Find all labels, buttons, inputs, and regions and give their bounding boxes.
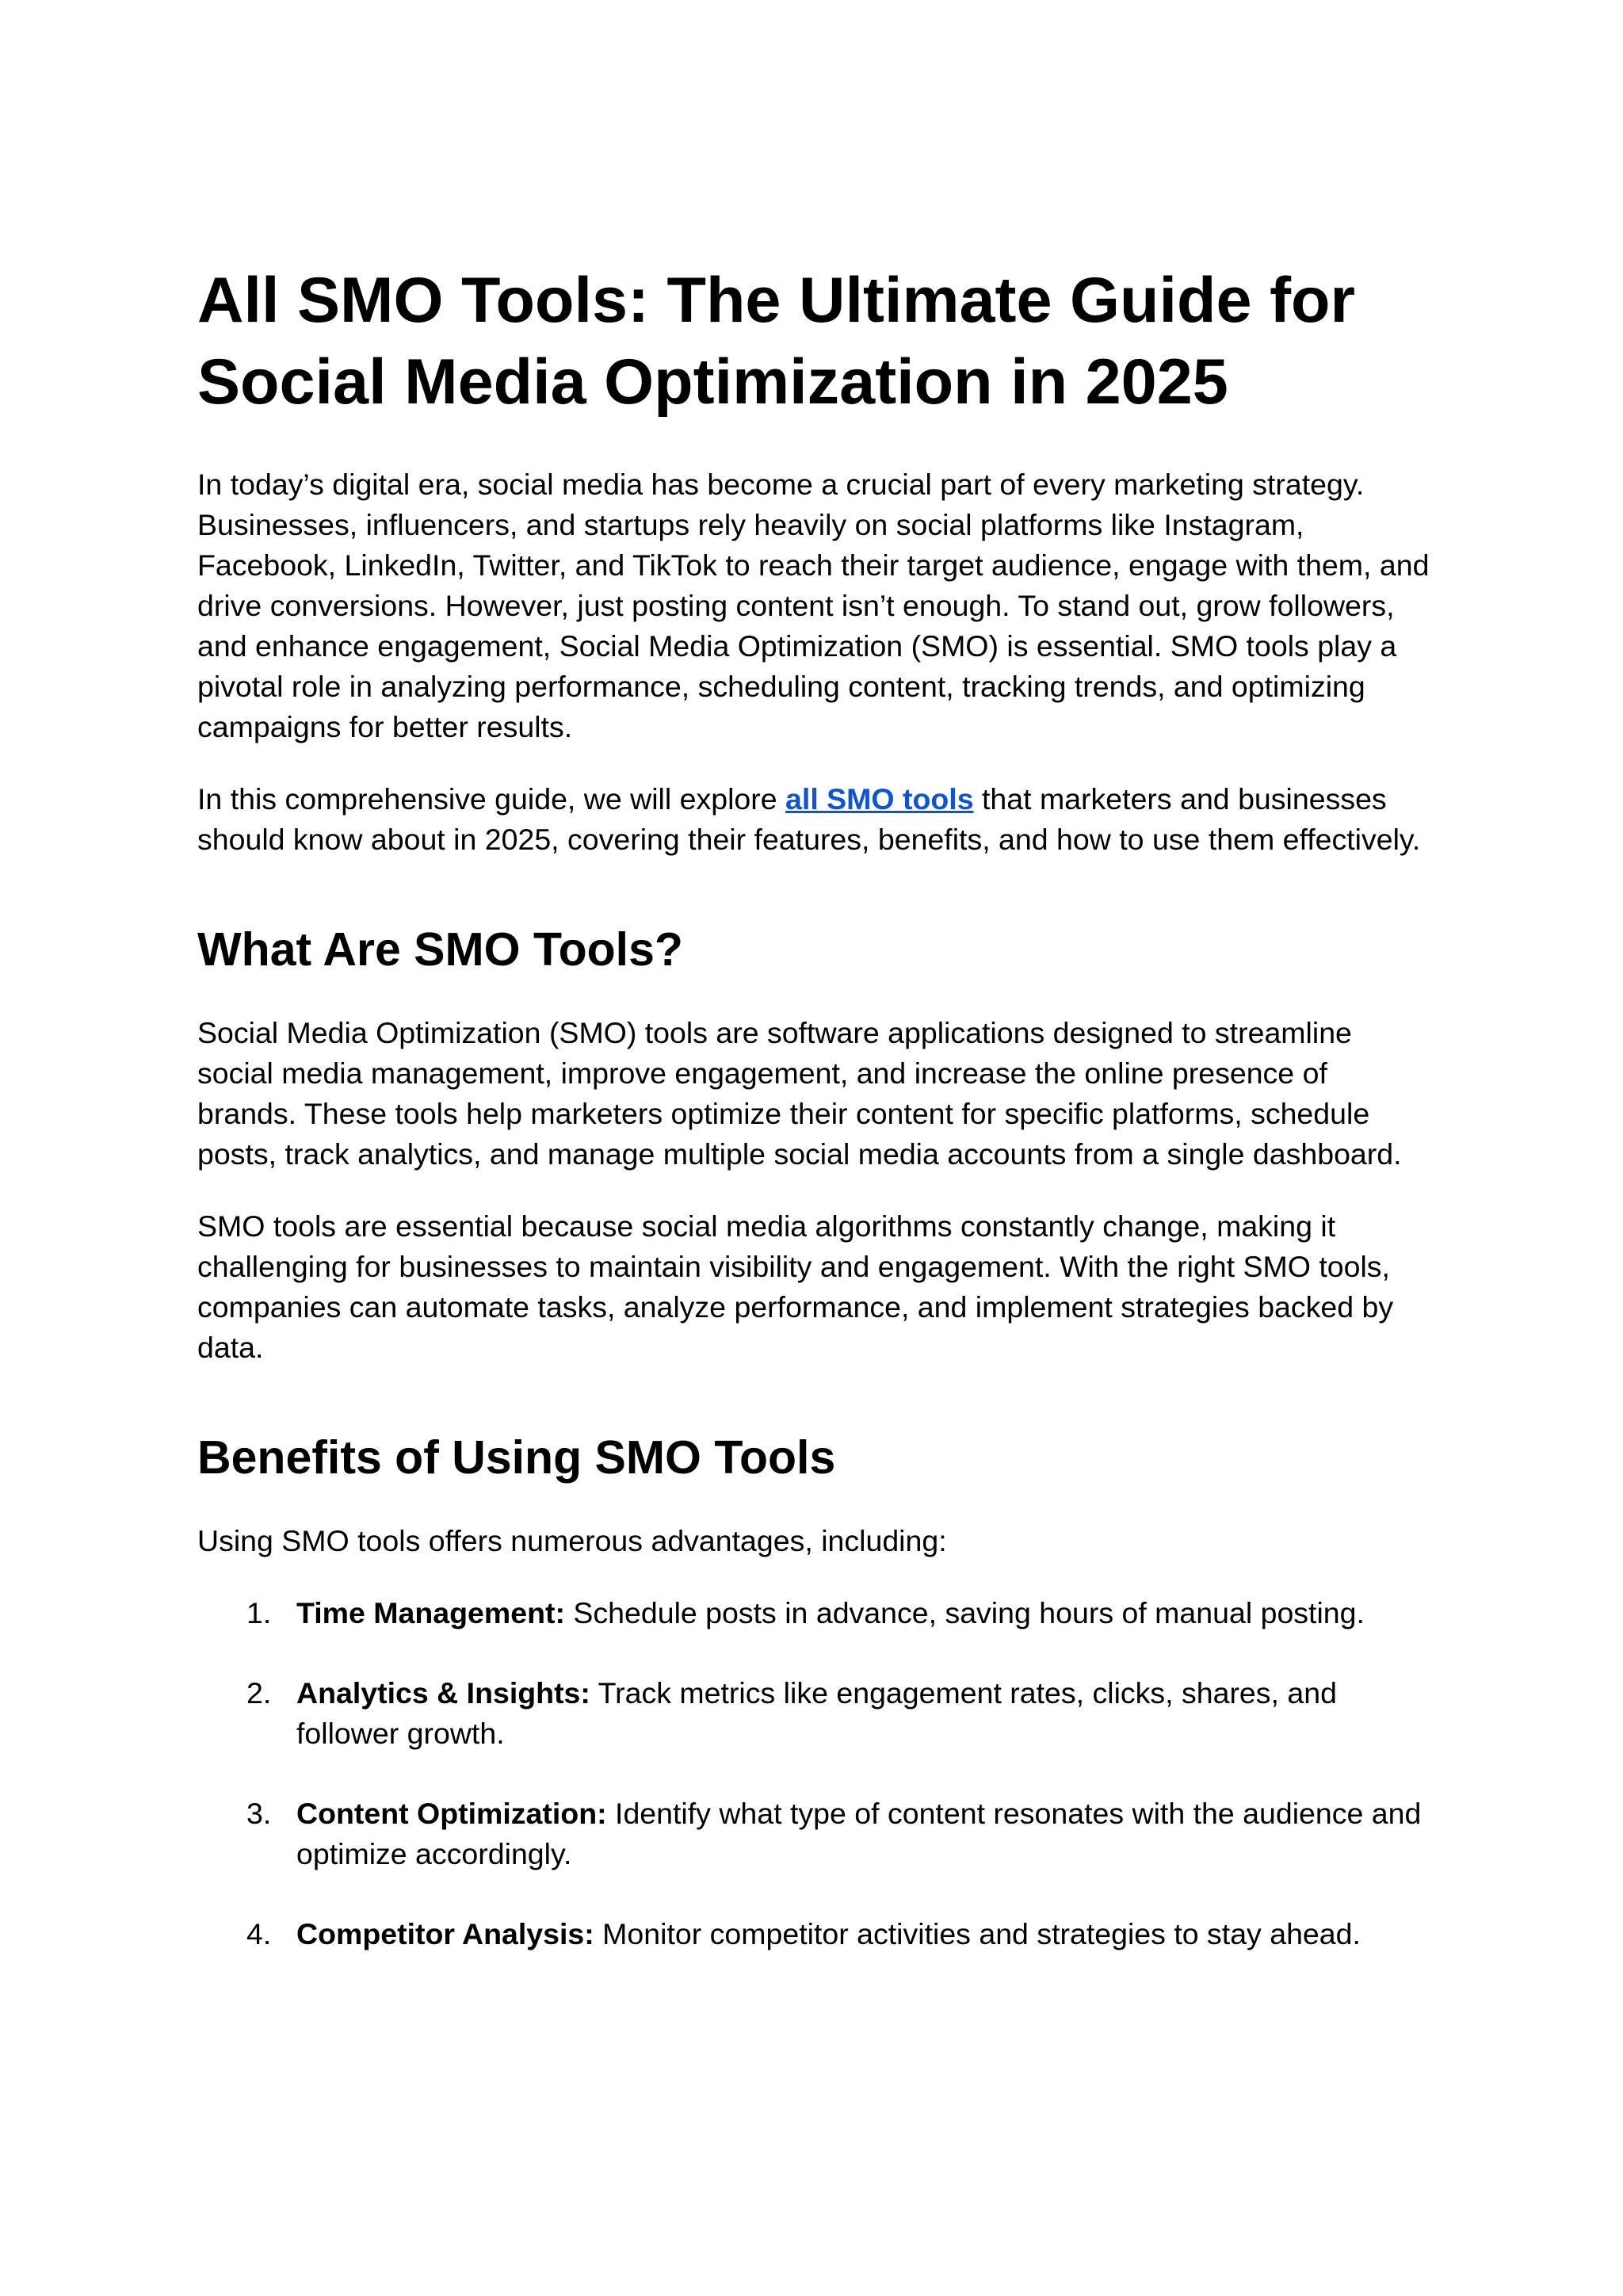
section-heading-benefits: Benefits of Using SMO Tools (197, 1431, 836, 1484)
guide-text-after-link: that marketers and businesses should know about in 2025, covering their features, benefits, and how to use them effectively. (197, 782, 1421, 856)
what-paragraph-2: SMO tools are essential because social media algorithms constantly change, making it challenging for businesses to maintain visibility and engagement. With the right SMO tools, companies can automate tasks, analyze performance, and implement strategies backed by data. (197, 1209, 1394, 1364)
list-item-text: Identify what type of content resonates with the audience and optimize accordingly. (296, 1797, 1422, 1870)
list-item-text: Schedule posts in advance, saving hours of manual posting. (564, 1596, 1365, 1629)
list-item-term: Competitor Analysis: (296, 1917, 594, 1950)
guide-text-before-link: In this comprehensive guide, we will explore (197, 782, 786, 816)
section-heading-what: What Are SMO Tools? (197, 923, 683, 976)
list-item-number: 4. (246, 1917, 272, 1950)
list-item (197, 1673, 1438, 1754)
list-item-term: Time Management: (296, 1596, 565, 1629)
list-item-number: 3. (246, 1797, 272, 1830)
list-item (197, 1914, 1438, 1954)
list-item-number: 2. (246, 1676, 272, 1710)
list-item-text: Monitor competitor activities and strategies to stay ahead. (594, 1917, 1361, 1950)
intro-paragraph: In today’s digital era, social media has become a crucial part of every marketing strategy. Businesses, influencers, and startups rely heavily on social platforms like Instagram, Facebook, LinkedIn, Twitter, and TikTok to reach their target audience, engage with them, and drive conversions. However, just posting content isn’t enough. To stand out, grow followers, and enhance engagement, Social Media Optimization (SMO) is essential. SMO tools play a pivotal role in analyzing performance, scheduling content, tracking trends, and optimizing campaigns for better results. (197, 468, 1430, 743)
document-body (197, 260, 1430, 1994)
list-item (197, 1794, 1438, 1874)
benefits-intro: Using SMO tools offers numerous advantages, including: (197, 1524, 947, 1557)
list-item-text: Track metrics like engagement rates, clicks, shares, and follower growth. (296, 1676, 1337, 1750)
guide-paragraph (197, 779, 1434, 860)
all-smo-tools-link[interactable]: all SMO tools (785, 782, 974, 816)
list-item-term: Content Optimization: (296, 1797, 607, 1830)
list-item (197, 1593, 1438, 1633)
benefits-list (197, 1593, 1430, 1954)
list-item-term: Analytics & Insights: (296, 1676, 590, 1710)
page-title: All SMO Tools: The Ultimate Guide for Social Media Optimization in 2025 (197, 265, 1356, 418)
what-paragraph-1: Social Media Optimization (SMO) tools are software applications designed to streamline social media management, improve engagement, and increase the online presence of brands. These tools help marketers optimize their content for specific platforms, schedule posts, track analytics, and manage multiple social media accounts from a single dashboard. (197, 1016, 1402, 1171)
list-item-number: 1. (246, 1596, 272, 1629)
